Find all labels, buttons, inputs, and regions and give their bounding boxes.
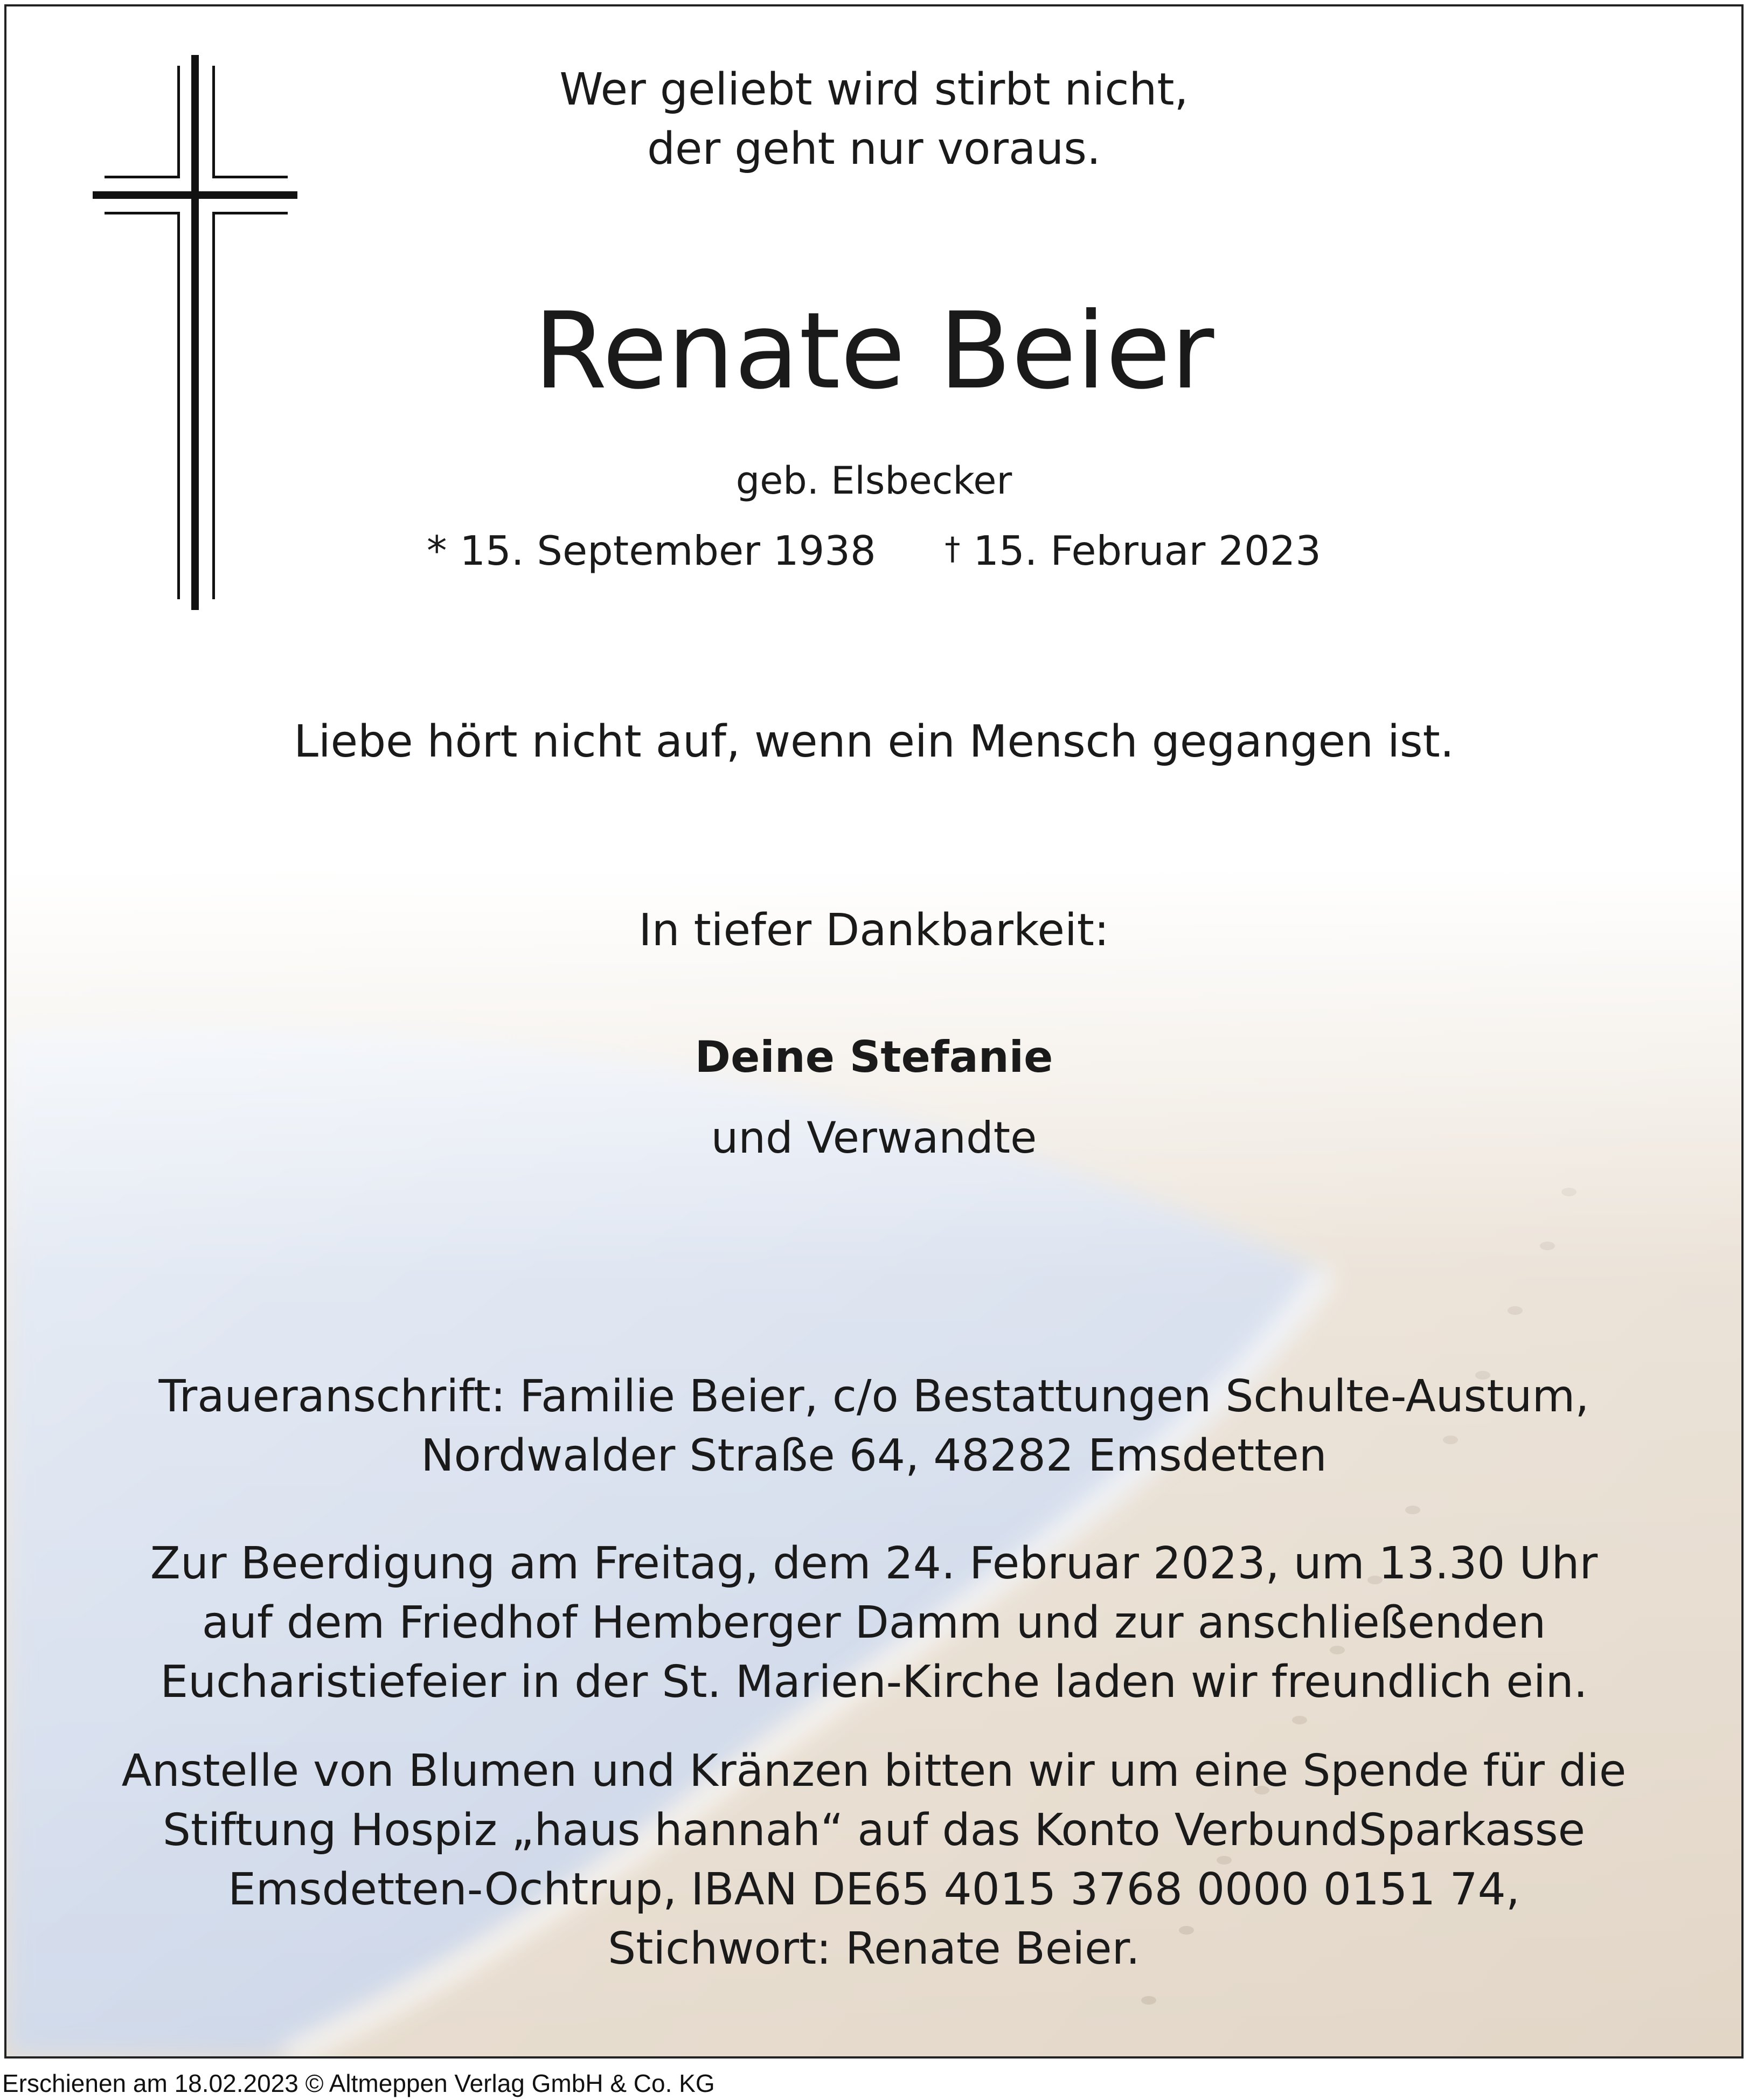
funeral-invitation	[6, 1534, 1741, 1712]
primary-mourner: Deine Stefanie	[695, 1032, 1053, 1082]
obituary-notice	[4, 4, 1744, 2059]
dagger-icon: †	[945, 530, 961, 567]
funeral-line: Zur Beerdigung am Freitag, dem 24. Februar 2023, um 13.30 Uhr	[150, 1538, 1598, 1589]
gratitude-heading: In tiefer Dankbarkeit:	[638, 905, 1109, 956]
donation-line: Stiftung Hospiz „haus hannah“ auf das Konto VerbundSparkasse	[162, 1805, 1586, 1856]
maiden-name: geb. Elsbecker	[735, 459, 1012, 503]
donation-line: Anstelle von Blumen und Kränzen bitten wir um eine Spende für die	[121, 1745, 1627, 1797]
memorial-quote: Liebe hört nicht auf, wenn ein Mensch gegangen ist.	[294, 716, 1454, 767]
address-line: Nordwalder Straße 64, 48282 Emsdetten	[421, 1430, 1327, 1481]
motto-line: Wer geliebt wird stirbt nicht,	[559, 64, 1189, 115]
funeral-line: Eucharistiefeier in der St. Marien-Kirche laden wir freundlich ein.	[160, 1657, 1588, 1708]
birth-symbol: *	[426, 527, 447, 574]
birth-date: 15. September 1938	[460, 527, 876, 574]
publication-footer: Erschienen am 18.02.2023 © Altmeppen Verlag GmbH & Co. KG	[2, 2069, 715, 2097]
death-date: 15. Februar 2023	[973, 527, 1322, 574]
address-line: Traueranschrift: Familie Beier, c/o Bestattungen Schulte-Austum,	[158, 1371, 1589, 1422]
secondary-mourners: und Verwandte	[711, 1113, 1037, 1163]
donation-line: Stichwort: Renate Beier.	[608, 1923, 1140, 1974]
life-dates	[6, 524, 1741, 581]
donation-request	[6, 1742, 1741, 1979]
motto-line: der geht nur voraus.	[647, 123, 1101, 175]
deceased-name: Renate Beier	[533, 290, 1214, 413]
motto	[6, 60, 1741, 179]
mourning-address	[6, 1367, 1741, 1486]
donation-line: Emsdetten-Ochtrup, IBAN DE65 4015 3768 0000 0151 74,	[228, 1864, 1520, 1915]
funeral-line: auf dem Friedhof Hemberger Damm und zur anschließenden	[202, 1597, 1546, 1648]
